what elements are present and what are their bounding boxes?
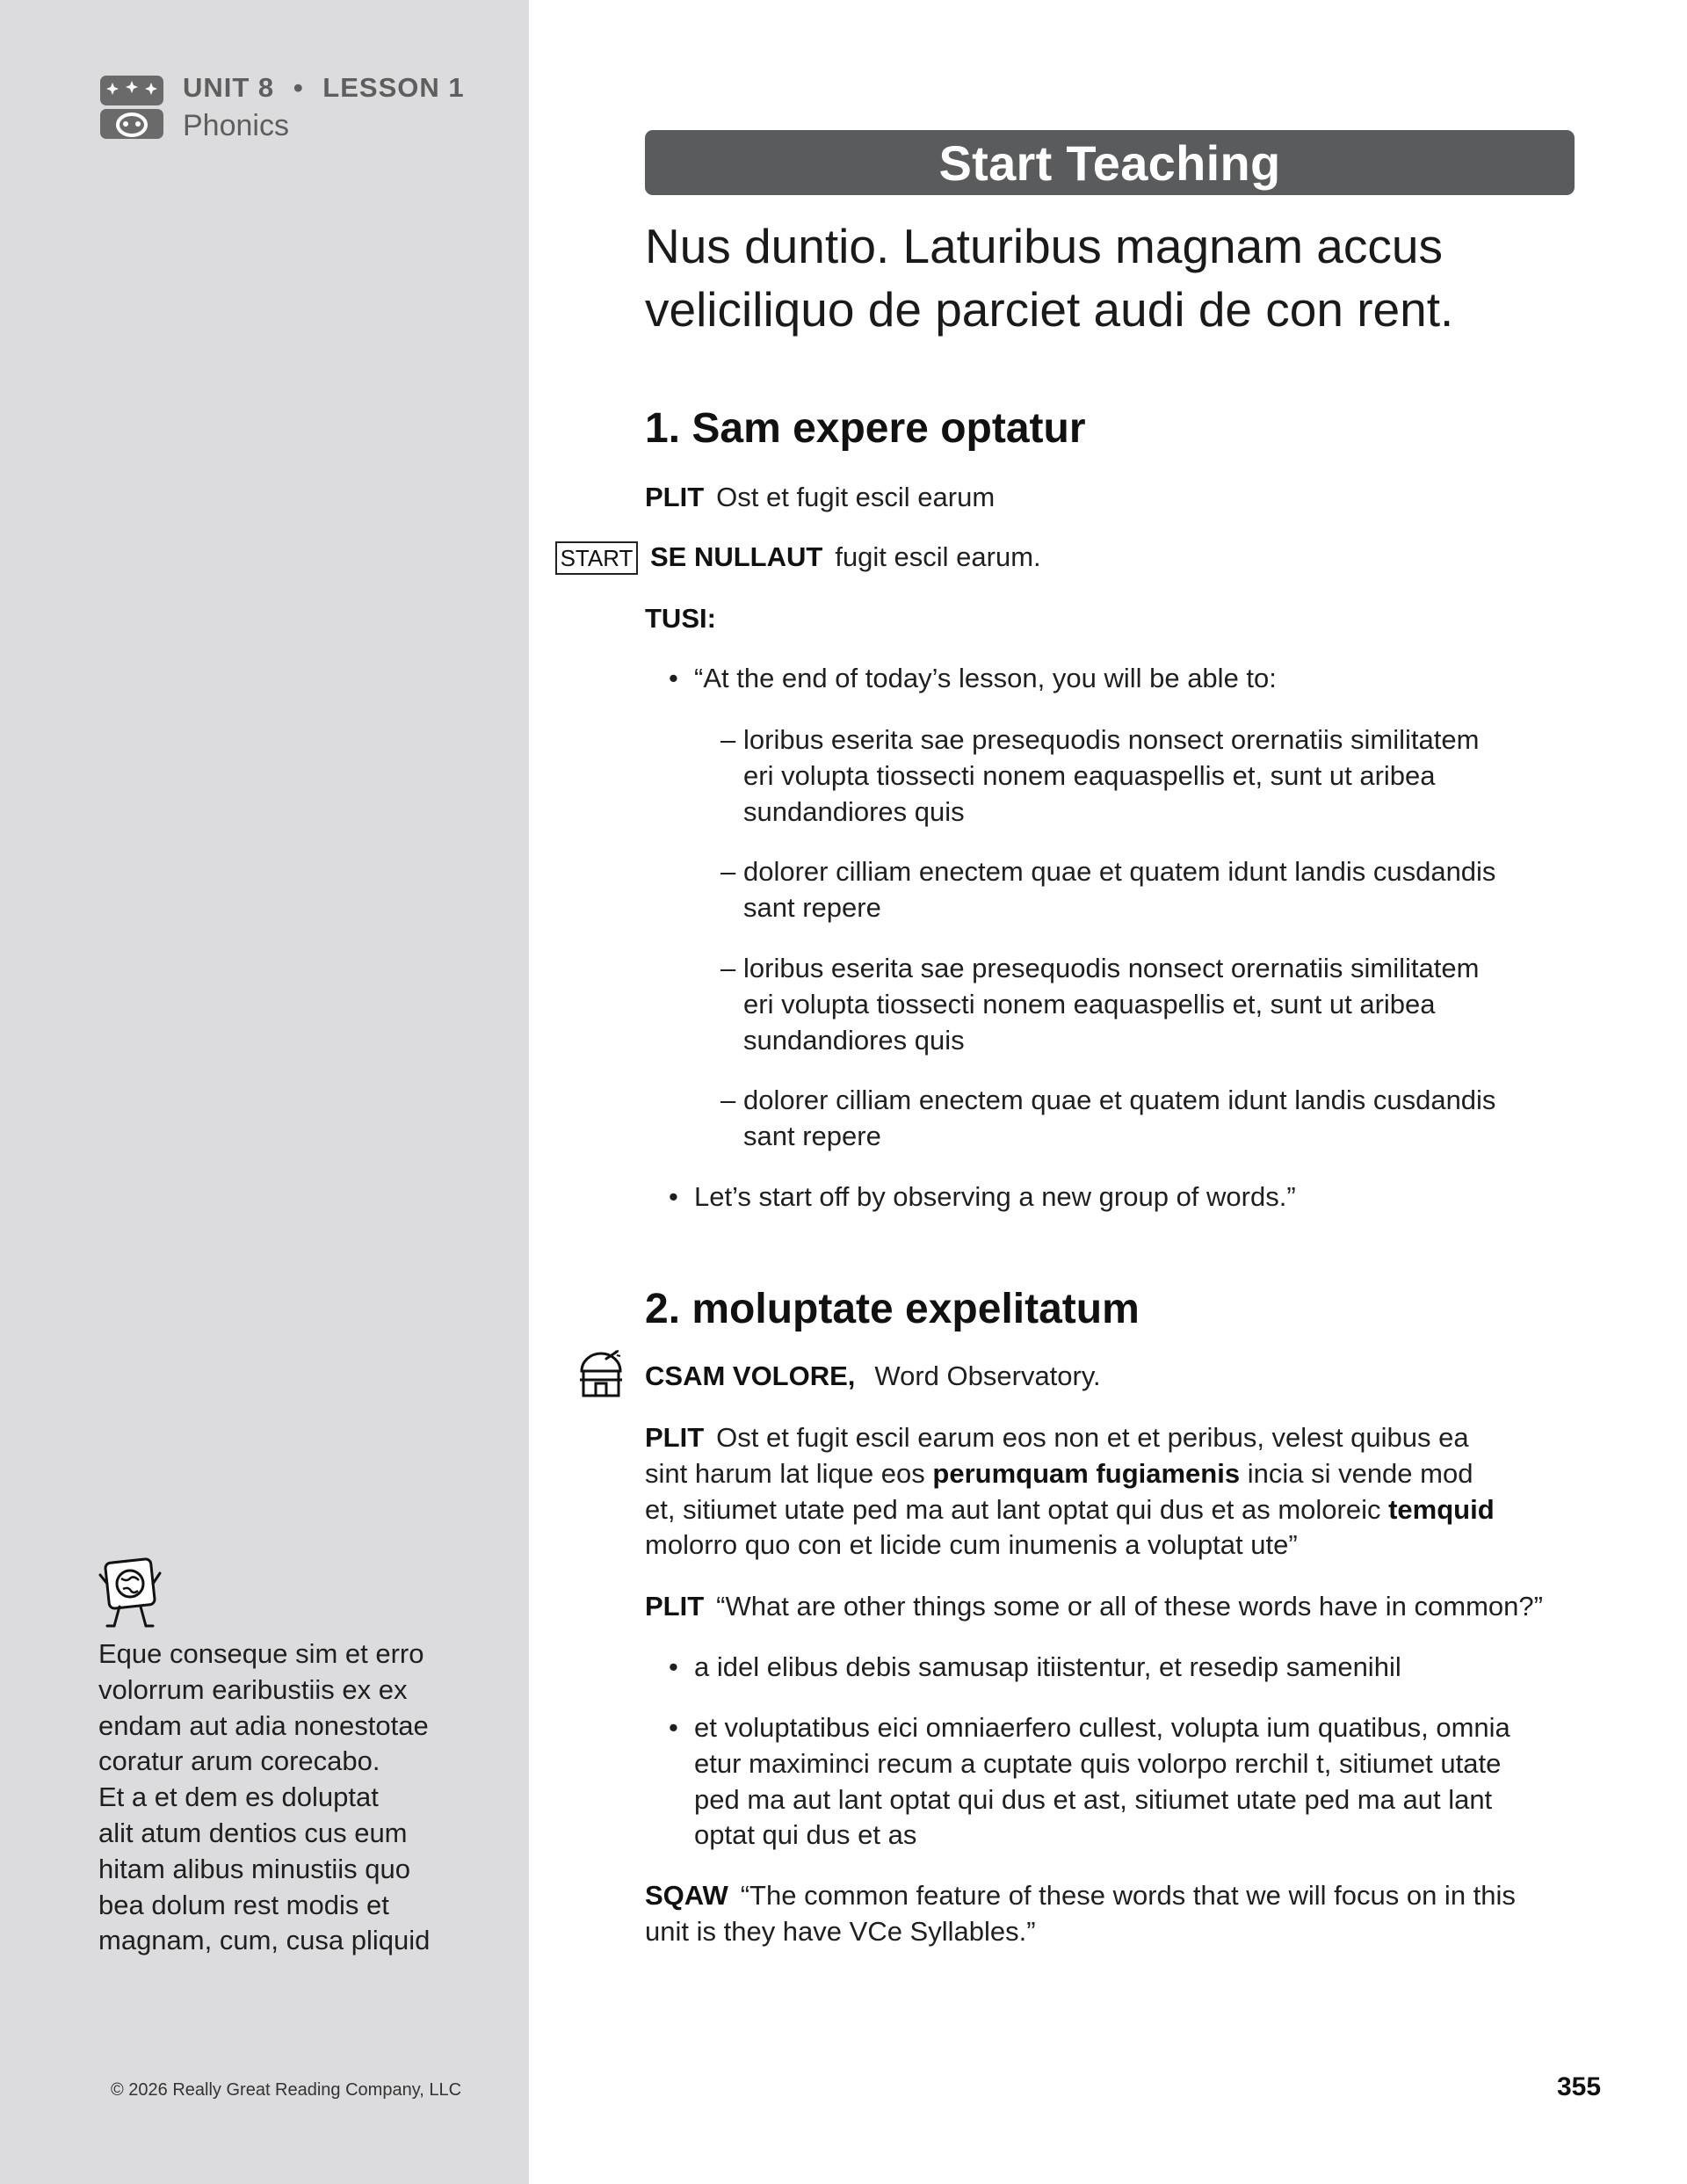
section-1-heading: 1. Sam expere optatur <box>645 405 1086 452</box>
observatory-icon <box>576 1350 626 1397</box>
sqaw-tag: SQAW <box>645 1880 728 1911</box>
se-text: fugit escil earum. <box>835 541 1041 572</box>
sidebar-note-line: endam aut adia nonestotae <box>98 1709 429 1741</box>
plit-line: incia si vende mod <box>1240 1457 1473 1489</box>
bullet-marker: • <box>669 1181 678 1212</box>
plit-line: et, sitiumet utate ped ma aut lant optat qui dus et as moloreic <box>645 1493 1389 1525</box>
unit-lesson-label <box>183 72 465 104</box>
plit-instruction <box>645 480 995 516</box>
start-marker: START <box>555 541 638 575</box>
section-banner <box>645 130 1575 195</box>
bullet-marker: • <box>669 1651 678 1682</box>
copyright: © 2026 Really Great Reading Company, LLC <box>111 2080 462 2100</box>
dash-line: sundandiores quis <box>743 1024 965 1056</box>
sidebar-note-line: alit atum dentios cus eum <box>98 1817 408 1848</box>
tusi-label <box>645 601 728 637</box>
bullet-item: a idel elibus debis samusap itiistentur, et resedip samenihil <box>694 1651 1401 1682</box>
dash-line: loribus eserita sae presequodis nonsect orernatiis similitatem <box>743 953 1480 983</box>
intro-line: Nus duntio. Laturibus magnam accus <box>645 219 1443 273</box>
sqaw-instruction <box>645 1878 1516 1950</box>
sidebar-note-line: coratur arum corecabo. <box>98 1745 380 1777</box>
sqaw-line: “The common feature of these words that we will focus on in this <box>740 1880 1516 1911</box>
bullet-line: optat qui dus et as <box>694 1819 917 1851</box>
bold-term: perumquam fugiamenis <box>932 1457 1241 1489</box>
dash-marker: – <box>720 724 736 755</box>
stars-face-icon <box>98 74 165 141</box>
dash-line: dolorer cilliam enectem quae et quatem idunt landis cusdandis <box>743 856 1496 887</box>
sqaw-line: unit is they have VCe Syllables.” <box>645 1915 1036 1947</box>
dash-item <box>743 722 1479 830</box>
bullet-line: ped ma aut lant optat qui dus et ast, sitiumet utate ped ma aut lant <box>694 1783 1493 1815</box>
bullet-marker: • <box>669 663 678 693</box>
subject-label: Phonics <box>183 109 289 142</box>
plit-tag: PLIT <box>645 1422 705 1453</box>
bullet-marker: • <box>669 1712 678 1743</box>
plit-text: Ost et fugit escil earum <box>716 482 996 512</box>
dash-line: eri volupta tiossecti nonem eaquaspellis et, sunt ut aribea <box>743 988 1436 1019</box>
dash-item <box>743 951 1479 1058</box>
plit-question <box>645 1589 1543 1625</box>
sidebar-note <box>98 1636 511 1959</box>
separator-dot: • <box>293 72 304 103</box>
plit-line: sint harum lat lique eos <box>645 1457 933 1489</box>
plit-line: Ost et fugit escil earum eos non et et peribus, velest quibus ea <box>716 1422 1469 1453</box>
page-number: 355 <box>1557 2072 1602 2101</box>
dash-line: sant repere <box>743 891 881 923</box>
dash-line: eri volupta tiossecti nonem eaquaspellis et, sunt ut aribea <box>743 759 1436 791</box>
plit-paragraph <box>645 1420 1495 1564</box>
se-tag: SE NULLAUT <box>650 541 823 572</box>
dash-item <box>743 854 1495 926</box>
bold-term: temquid <box>1388 1493 1495 1525</box>
dash-item <box>743 1083 1495 1155</box>
unit-label: UNIT 8 <box>183 72 275 103</box>
intro-text <box>645 214 1594 341</box>
banner-title: Start Teaching <box>938 134 1281 191</box>
csam-tag: CSAM VOLORE, <box>645 1360 856 1391</box>
sidebar-note-line: Et a et dem es doluptat <box>98 1781 379 1813</box>
se-instruction <box>650 540 1041 576</box>
dash-marker: – <box>720 953 736 983</box>
sidebar-note-line: hitam alibus minustiis quo <box>98 1853 410 1884</box>
globe-character-icon <box>98 1557 163 1631</box>
lesson-label: LESSON 1 <box>322 72 465 103</box>
sidebar-note-line: Eque conseque sim et erro <box>98 1638 424 1669</box>
dash-line: dolorer cilliam enectem quae et quatem idunt landis cusdandis <box>743 1085 1496 1115</box>
intro-line: veliciliquo de parciet audi de con rent. <box>645 282 1454 337</box>
bullet-item: Let’s start off by observing a new group of words.” <box>694 1181 1296 1212</box>
section-2-heading: 2. moluptate expelitatum <box>645 1286 1140 1332</box>
dash-line: loribus eserita sae presequodis nonsect orernatiis similitatem <box>743 724 1480 755</box>
sidebar-note-line: volorrum earibustiis ex ex <box>98 1673 408 1705</box>
dash-marker: – <box>720 856 736 887</box>
plit-text: “What are other things some or all of these words have in common?” <box>716 1591 1543 1622</box>
dash-line: sant repere <box>743 1120 881 1151</box>
dash-line: sundandiores quis <box>743 795 965 827</box>
plit-tag: PLIT <box>645 482 705 512</box>
sidebar-note-line: bea dolum rest modis et <box>98 1889 389 1920</box>
sidebar-note-line: magnam, cum, cusa pliquid <box>98 1925 431 1956</box>
plit-line: molorro quo con et licide cum inumenis a voluptat ute” <box>645 1529 1298 1561</box>
csam-text: Word Observatory. <box>874 1360 1101 1391</box>
bullet-item: “At the end of today’s lesson, you will be able to: <box>694 663 1277 693</box>
bullet-line: et voluptatibus eici omniaerfero cullest, volupta ium quatibus, omnia <box>694 1712 1510 1743</box>
plit-tag: PLIT <box>645 1591 705 1622</box>
csam-instruction <box>645 1359 1101 1395</box>
tusi-tag: TUSI: <box>645 603 716 634</box>
bullet-item <box>694 1710 1510 1854</box>
dash-marker: – <box>720 1085 736 1115</box>
bullet-line: etur maximinci recum a cuptate quis volorpo rerchil t, sitiumet utate <box>694 1747 1502 1779</box>
